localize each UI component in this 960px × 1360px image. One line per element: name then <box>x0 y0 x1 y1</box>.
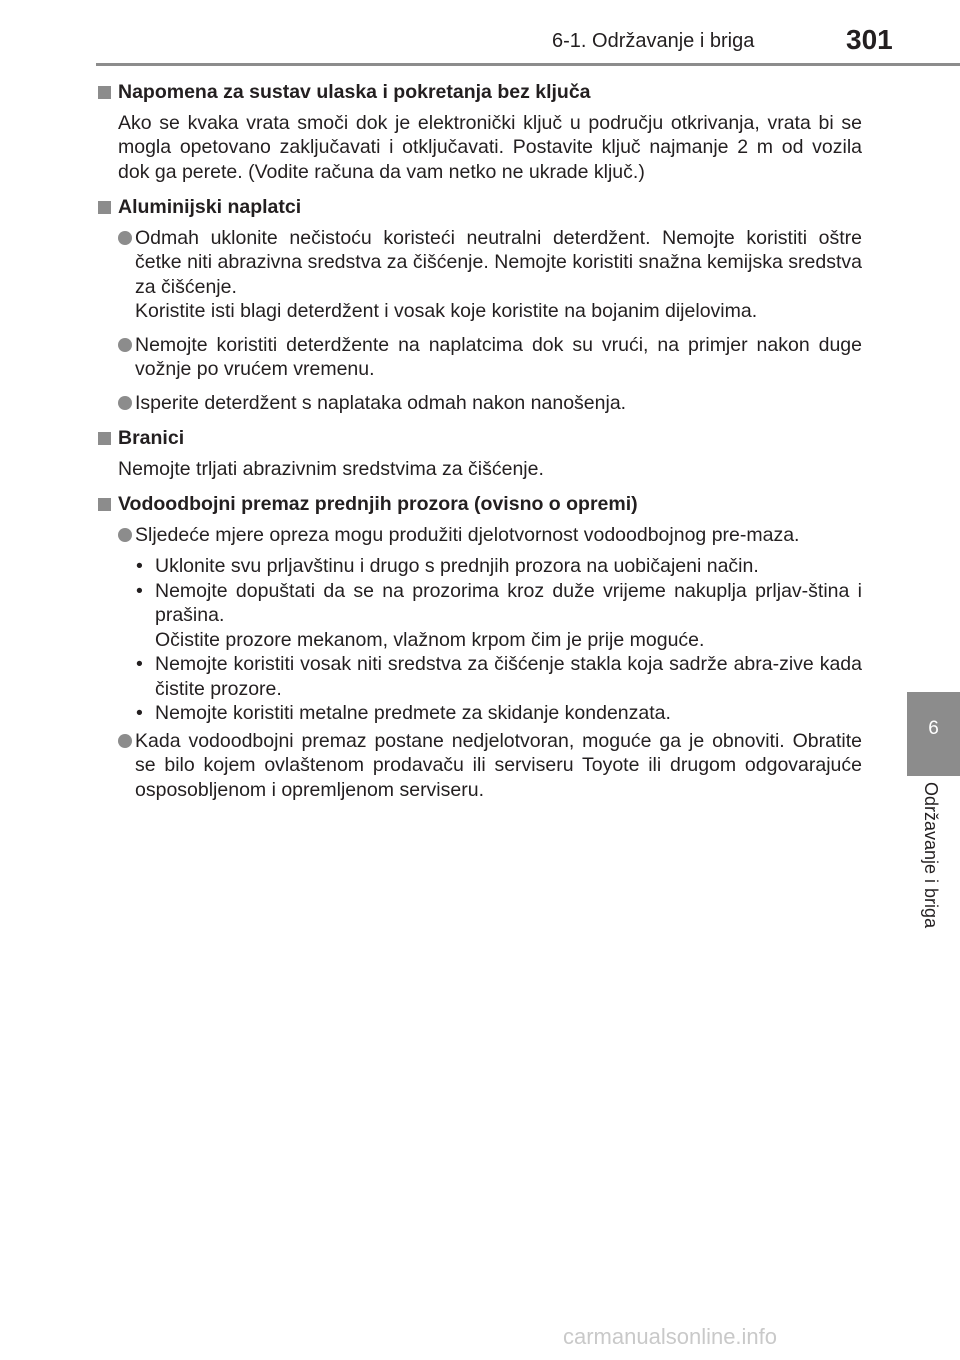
list-item <box>97 391 862 416</box>
page-content <box>97 80 862 813</box>
section-heading <box>97 426 862 451</box>
section-heading-text: Vodoodbojni premaz prednjih prozora (ovisno o opremi) <box>118 493 638 515</box>
list-item-text: Isperite deterdžent s naplataka odmah nakon nanošenja. <box>135 391 627 414</box>
section-heading-text: Aluminijski naplatci <box>118 196 302 218</box>
circle-bullet-icon <box>118 396 132 410</box>
section-paragraph: Nemojte trljati abrazivnim sredstvima za čišćenje. <box>118 457 544 480</box>
list-item <box>97 523 862 548</box>
dot-bullet-icon: • <box>136 702 143 724</box>
section-heading-text: Napomena za sustav ulaska i pokretanja bez ključa <box>118 81 591 103</box>
list-item <box>97 333 862 382</box>
section-heading <box>97 80 862 105</box>
dot-bullet-icon: • <box>136 653 143 675</box>
sub-list-item-text: Nemojte koristiti vosak niti sredstva za čišćenje stakla koja sadrže abra-zive kada čistite prozore. <box>155 653 862 700</box>
sub-list-item <box>135 652 862 701</box>
sub-list-item <box>135 554 862 579</box>
sub-list-item-text: Nemojte koristiti metalne predmete za skidanje kondenzata. <box>155 702 671 724</box>
header-divider <box>96 63 960 66</box>
section-water-repellent-coating <box>97 492 862 802</box>
section-keyless-note <box>97 80 862 184</box>
circle-bullet-icon <box>118 528 132 542</box>
sub-list-item-extra-text: Očistite prozore mekanom, vlažnom krpom čim je prije moguće. <box>155 628 705 651</box>
list-item-text: Sljedeće mjere opreza mogu produžiti djelotvornost vodoodbojnog pre-maza. <box>135 523 800 546</box>
square-bullet-icon <box>98 86 111 99</box>
chapter-tab-number: 6 <box>928 718 939 739</box>
sub-list-item <box>135 701 862 726</box>
chapter-side-label <box>920 782 946 972</box>
header-section-title: 6-1. Održavanje i briga <box>552 30 755 52</box>
chapter-side-label-text: Održavanje i briga <box>921 782 941 929</box>
page-number: 301 <box>846 24 893 55</box>
section-heading-text: Branici <box>118 427 185 449</box>
circle-bullet-icon <box>118 734 132 748</box>
square-bullet-icon <box>98 201 111 214</box>
section-heading <box>97 195 862 220</box>
section-aluminium-wheels <box>97 195 862 415</box>
chapter-tab <box>907 692 960 776</box>
square-bullet-icon <box>98 498 111 511</box>
list-item-extra-text: Koristite isti blagi deterdžent i vosak koje koristite na bojanim dijelovima. <box>135 300 758 322</box>
list-item <box>97 729 862 803</box>
list-item-text: Odmah uklonite nečistoću koristeći neutralni deterdžent. Nemojte koristiti oštre četke niti abrazivna sredstva za čišćenje. Nemojte koristiti snažna kemijska sredstva za čišćenje. <box>135 226 862 298</box>
section-paragraph: Ako se kvaka vrata smoči dok je elektronički ključ u području otkrivanja, vrata bi se mogla opetovano zaključavati i otključavati. Postavite ključ najmanje 2 m od vozila dok ga perete. (Vodite računa da vam netko ne ukrade ključ.) <box>118 111 862 183</box>
sub-list-item-text: Uklonite svu prljavštinu i drugo s prednjih prozora na uobičajeni način. <box>155 555 759 577</box>
list-item <box>97 226 862 324</box>
list-item-text: Nemojte koristiti deterdžente na naplatcima dok su vrući, na primjer nakon duge vožnje po vrućem vremenu. <box>135 333 862 380</box>
dot-bullet-icon: • <box>136 555 143 577</box>
sub-list-item-text: Nemojte dopuštati da se na prozorima kroz duže vrijeme nakuplja prljav-ština i prašina. <box>155 579 862 626</box>
section-bumpers <box>97 426 862 481</box>
list-item-text: Kada vodoodbojni premaz postane nedjelotvoran, moguće ga je obnoviti. Obratite se bilo kojem ovlaštenom prodavaču ili serviseru Toyote ili drugom odgovarajuće osposobljenom i opremljenom serviseru. <box>135 729 862 801</box>
dot-bullet-icon: • <box>136 579 143 602</box>
square-bullet-icon <box>98 432 111 445</box>
circle-bullet-icon <box>118 231 132 245</box>
section-heading <box>97 492 862 517</box>
circle-bullet-icon <box>118 338 132 352</box>
sub-list <box>97 554 862 726</box>
sub-list-item <box>135 579 862 653</box>
watermark: carmanualsonline.info <box>563 1324 778 1349</box>
